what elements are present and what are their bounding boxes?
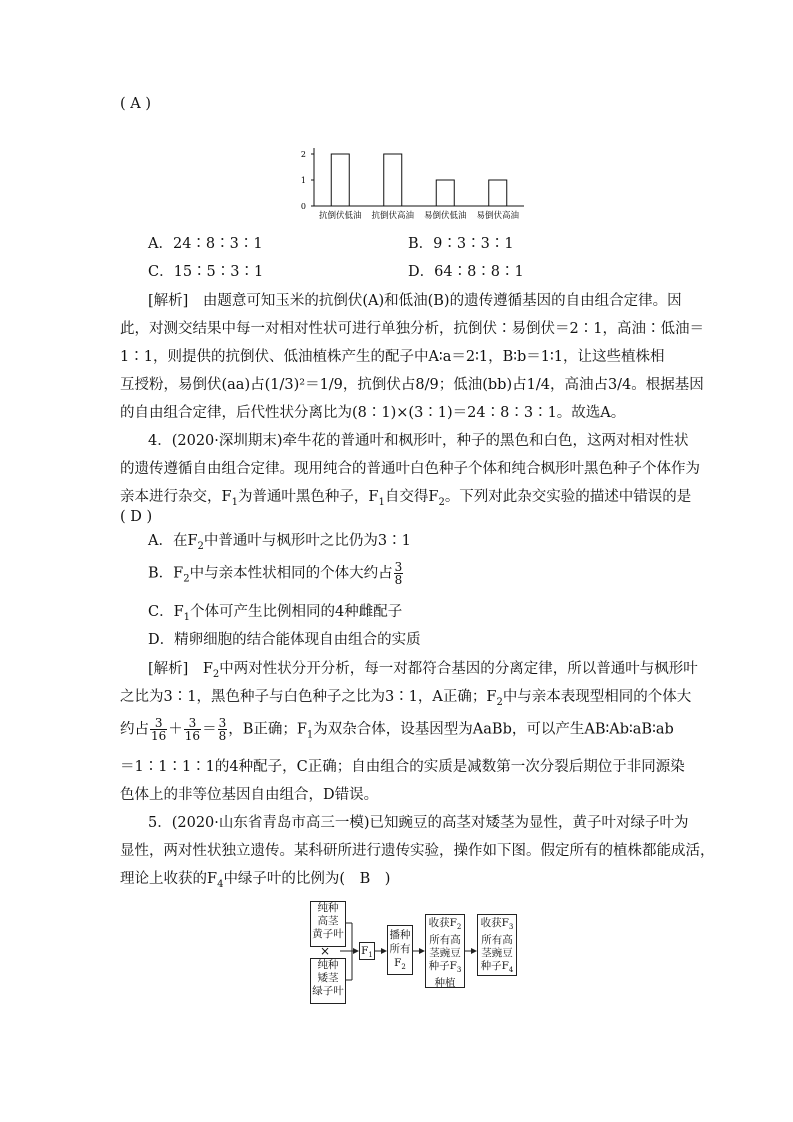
- flow-box-f1: $F_1$: [359, 942, 375, 960]
- q3-option-d[interactable]: D．64∶8∶8∶1: [408, 264, 524, 280]
- q5-stem-line: 理论上收获的$F_4$中绿子叶的比例为( B ): [120, 871, 391, 890]
- q3-option-a[interactable]: A．24∶8∶3∶1: [148, 236, 263, 252]
- flow-box-parent-tall-yellow: 纯种 高茎 黄子叶: [310, 901, 346, 947]
- q4-stem-line: 的遗传遵循自由组合定律。现用纯合的普通叶白色种子个体和纯合枫形叶黑色种子个体作为: [120, 461, 700, 477]
- flow-box-sow-f2: 播种 所有 $F_2$: [387, 925, 413, 975]
- x-tick-label: 易倒伏高油: [476, 211, 520, 221]
- q3-answer: ( A ): [120, 96, 152, 112]
- q4-analysis-line: 约占 $\frac{3}{16}$ ＋ $\frac{3}{16}$ ＝ $\frac{3}{8}$ ，B正确；$F_1$为双杂合体，设基因型为AaBb，可以产生AB∶Ab∶aB∶ab: [120, 716, 674, 743]
- x-tick-label: 抗倒伏高油: [371, 211, 415, 221]
- q4-analysis-line: 色体上的非等位基因自由组合，D错误。: [120, 787, 379, 803]
- q3-analysis-line: [解析] 由题意可知玉米的抗倒伏(A)和低油(B)的遗传遵循基因的自由组合定律。因: [148, 293, 682, 309]
- q4-stem-line: 亲本进行杂交，$F_1$为普通叶黑色种子，$F_1$自交得$F_2$。下列对此杂交实验的描述中错误的是: [120, 489, 692, 508]
- q3-analysis-line: 1∶1，则提供的抗倒伏、低油植株产生的配子中A∶a＝2∶1，B∶b＝1∶1，让这些植株相: [120, 349, 665, 365]
- q4-option-b[interactable]: B．$F_2$中与亲本性状相同的个体大约占 $\frac{3}{8}$: [148, 560, 403, 587]
- q4-option-a[interactable]: A．在$F_2$中普通叶与枫形叶之比仍为3∶1: [148, 533, 411, 552]
- cross-symbol: ×: [320, 944, 331, 958]
- q4-stem-line: 4．(2020·深圳期末)牵牛花的普通叶和枫形叶，种子的黑色和白色，这两对相对性状: [148, 433, 689, 449]
- flow-box-harvest-f4: 收获$F_3$ 所有高 茎豌豆 种子$F_4$: [477, 914, 517, 976]
- q4-answer: ( D ): [120, 509, 153, 525]
- q3-analysis-line: 此，对测交结果中每一对相对性状可进行单独分析，抗倒伏∶易倒伏＝2∶1，高油∶低油＝: [120, 321, 704, 337]
- q3-analysis-line: 互授粉，易倒伏(aa)占(1/3)²＝1/9，抗倒伏占8/9；低油(bb)占1/4，高油占3/4。根据基因: [120, 377, 704, 393]
- x-tick-label: 抗倒伏低油: [318, 211, 362, 221]
- flow-box-harvest-f3: 收获$F_2$ 所有高 茎豌豆 种子$F_3$ 种植: [425, 914, 465, 988]
- q4-analysis-line: [解析] $F_2$中两对性状分开分析，每一对都符合基因的分离定律，所以普通叶与枫形叶: [148, 661, 698, 680]
- fraction: $\frac{3}{8}$: [394, 560, 403, 587]
- x-tick-label: 易倒伏低油: [423, 211, 467, 221]
- q4-analysis-line: 之比为3∶1，黑色种子与白色种子之比为3∶1，A正确；$F_2$中与亲本表现型相同的个体大: [120, 689, 692, 708]
- q4-option-d[interactable]: D．精卵细胞的结合能体现自由组合的实质: [148, 632, 421, 648]
- q3-option-c[interactable]: C．15∶5∶3∶1: [148, 264, 264, 280]
- q3-analysis-line: 的自由组合定律，后代性状分离比为(8∶1)×(3∶1)＝24∶8∶3∶1。故选A。: [120, 405, 626, 421]
- y-tick-label: 2: [300, 150, 306, 159]
- q5-stem-line: 显性，两对性状独立遗传。某科研所进行遗传实验，操作如下图。假定所有的植株都能成活，: [120, 843, 715, 859]
- y-tick-label: 1: [300, 176, 306, 185]
- flow-box-parent-short-green: 纯种 矮茎 绿子叶: [310, 958, 346, 1004]
- q4-option-c[interactable]: C．$F_1$个体可产生比例相同的4种雌配子: [148, 604, 403, 623]
- y-tick-label: 0: [300, 202, 306, 211]
- q5-stem-line: 5．(2020·山东省青岛市高三一模)已知豌豆的高茎对矮茎为显性，黄子叶对绿子叶为: [148, 815, 689, 831]
- q4-analysis-line: ＝1∶1∶1∶1的4种配子，C正确；自由组合的实质是减数第一次分裂后期位于非同源染: [120, 759, 685, 775]
- q3-option-b[interactable]: B．9∶3∶3∶1: [408, 236, 514, 252]
